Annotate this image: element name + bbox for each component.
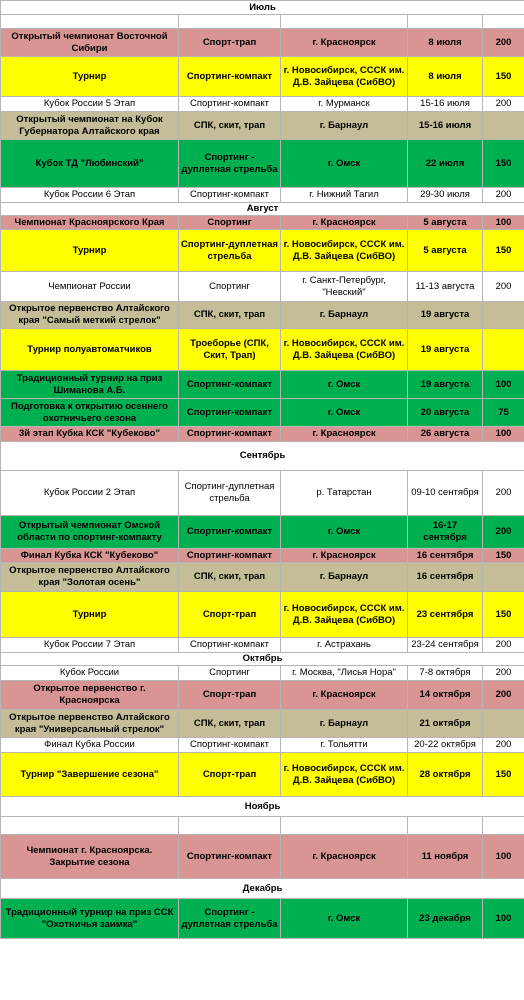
spacer-cell	[179, 817, 281, 835]
location-cell: г. Мурманск	[281, 97, 408, 112]
event-row	[1, 302, 524, 329]
event-row	[1, 29, 524, 57]
event-row	[1, 112, 524, 140]
spacer-cell	[179, 15, 281, 29]
event-name-cell: Традиционный турнир на приз ССК "Охотничья заимка"	[1, 899, 179, 939]
event-name-cell: Открытый чемпионат на Кубок Губернатора Алтайского края	[1, 112, 179, 140]
date-cell: 14 октября	[408, 681, 483, 710]
month-header: Август	[1, 203, 524, 216]
location-cell: г. Москва, "Лисья Нора"	[281, 666, 408, 681]
discipline-cell: Троеборье (СПК, Скит, Трап)	[179, 329, 281, 371]
location-cell: г. Омск	[281, 516, 408, 549]
event-row	[1, 188, 524, 203]
discipline-cell: Спортинг-компакт	[179, 738, 281, 753]
targets-cell: 150	[483, 230, 524, 272]
event-row	[1, 230, 524, 272]
location-cell: г. Красноярск	[281, 29, 408, 57]
location-cell: г. Барнаул	[281, 112, 408, 140]
targets-cell	[483, 563, 524, 592]
event-name-cell: Турнир полуавтоматчиков	[1, 329, 179, 371]
event-row	[1, 681, 524, 710]
targets-cell: 100	[483, 427, 524, 442]
date-cell: 09-10 сентября	[408, 471, 483, 516]
location-cell: г. Омск	[281, 371, 408, 399]
spacer-row	[1, 817, 524, 835]
date-cell: 11-13 августа	[408, 272, 483, 302]
event-name-cell: Подготовка к открытию осеннего охотничьего сезона	[1, 399, 179, 427]
event-name-cell: 3й этап Кубка КСК "Кубеково"	[1, 427, 179, 442]
event-name-cell: Финал Кубка России	[1, 738, 179, 753]
date-cell: 8 июля	[408, 29, 483, 57]
location-cell: г. Новосибирск, СССК им. Д.В. Зайцева (СибВО)	[281, 753, 408, 797]
spacer-cell	[483, 15, 524, 29]
date-cell: 16 сентября	[408, 549, 483, 563]
targets-cell: 200	[483, 681, 524, 710]
discipline-cell: СПК, скит, трап	[179, 302, 281, 329]
event-row	[1, 427, 524, 442]
date-cell: 11 ноября	[408, 835, 483, 879]
event-row	[1, 329, 524, 371]
month-header-row	[1, 797, 524, 817]
event-name-cell: Кубок России 7 Этап	[1, 638, 179, 653]
event-name-cell: Турнир	[1, 592, 179, 638]
location-cell: г. Красноярск	[281, 681, 408, 710]
location-cell: г. Санкт-Петербург, "Невский"	[281, 272, 408, 302]
discipline-cell: Спортинг-компакт	[179, 638, 281, 653]
location-cell: г. Новосибирск, СССК им. Д.В. Зайцева (СибВО)	[281, 329, 408, 371]
event-row	[1, 638, 524, 653]
event-name-cell: Открытое первенство г. Красноярска	[1, 681, 179, 710]
targets-cell: 200	[483, 666, 524, 681]
targets-cell: 200	[483, 97, 524, 112]
event-row	[1, 97, 524, 112]
event-name-cell: Чемпионат России	[1, 272, 179, 302]
date-cell: 7-8 октября	[408, 666, 483, 681]
discipline-cell: Спортинг	[179, 666, 281, 681]
event-row	[1, 738, 524, 753]
location-cell: г. Омск	[281, 899, 408, 939]
schedule-body	[1, 1, 524, 939]
discipline-cell: Спортинг-компакт	[179, 371, 281, 399]
discipline-cell: Спортинг-компакт	[179, 97, 281, 112]
spacer-cell	[281, 15, 408, 29]
date-cell: 23-24 сентября	[408, 638, 483, 653]
event-name-cell: Кубок ТД "Любинский"	[1, 140, 179, 188]
discipline-cell: Спортинг-дуплетная стрельба	[179, 230, 281, 272]
discipline-cell: СПК, скит, трап	[179, 112, 281, 140]
discipline-cell: Спорт-трап	[179, 592, 281, 638]
location-cell: г. Новосибирск, СССК им. Д.В. Зайцева (СибВО)	[281, 57, 408, 97]
targets-cell: 200	[483, 638, 524, 653]
location-cell: г. Красноярск	[281, 216, 408, 230]
event-name-cell: Турнир "Завершение сезона"	[1, 753, 179, 797]
month-header-row	[1, 653, 524, 666]
month-header-row	[1, 879, 524, 899]
month-header-row	[1, 203, 524, 216]
date-cell: 16-17 сентября	[408, 516, 483, 549]
location-cell: г. Барнаул	[281, 710, 408, 738]
discipline-cell: Спортинг	[179, 216, 281, 230]
date-cell: 5 августа	[408, 230, 483, 272]
discipline-cell: Спорт-трап	[179, 681, 281, 710]
discipline-cell: Спортинг-компакт	[179, 516, 281, 549]
event-name-cell: Турнир	[1, 57, 179, 97]
discipline-cell: Спортинг-компакт	[179, 399, 281, 427]
date-cell: 15-16 июля	[408, 97, 483, 112]
location-cell: г. Красноярск	[281, 549, 408, 563]
targets-cell	[483, 710, 524, 738]
event-row	[1, 57, 524, 97]
event-row	[1, 399, 524, 427]
spacer-cell	[281, 817, 408, 835]
spacer-cell	[408, 15, 483, 29]
targets-cell: 75	[483, 399, 524, 427]
targets-cell: 200	[483, 516, 524, 549]
event-row	[1, 563, 524, 592]
targets-cell: 200	[483, 471, 524, 516]
discipline-cell: Спортинг	[179, 272, 281, 302]
targets-cell: 200	[483, 738, 524, 753]
targets-cell: 200	[483, 272, 524, 302]
location-cell: г. Барнаул	[281, 302, 408, 329]
targets-cell: 150	[483, 549, 524, 563]
event-name-cell: Открытое первенство Алтайского края "Универсальный стрелок"	[1, 710, 179, 738]
event-name-cell: Открытый чемпионат Омской области по спортинг-компакту	[1, 516, 179, 549]
targets-cell	[483, 329, 524, 371]
location-cell: г. Тольятти	[281, 738, 408, 753]
event-row	[1, 592, 524, 638]
event-row	[1, 666, 524, 681]
location-cell: г. Астрахань	[281, 638, 408, 653]
location-cell: г. Красноярск	[281, 427, 408, 442]
month-header: Октябрь	[1, 653, 524, 666]
spacer-cell	[483, 817, 524, 835]
event-row	[1, 549, 524, 563]
event-name-cell: Кубок России	[1, 666, 179, 681]
date-cell: 21 октября	[408, 710, 483, 738]
discipline-cell: СПК, скит, трап	[179, 710, 281, 738]
location-cell: г. Новосибирск, СССК им. Д.В. Зайцева (СибВО)	[281, 230, 408, 272]
event-row	[1, 835, 524, 879]
discipline-cell: Спортинг - дуплетная стрельба	[179, 140, 281, 188]
event-row	[1, 753, 524, 797]
event-name-cell: Чемпионат Красноярского Края	[1, 216, 179, 230]
event-row	[1, 272, 524, 302]
date-cell: 5 августа	[408, 216, 483, 230]
month-header-row	[1, 1, 524, 15]
targets-cell: 200	[483, 188, 524, 203]
targets-cell: 200	[483, 29, 524, 57]
date-cell: 16 сентября	[408, 563, 483, 592]
targets-cell: 150	[483, 592, 524, 638]
date-cell: 29-30 июля	[408, 188, 483, 203]
discipline-cell: Спортинг-компакт	[179, 549, 281, 563]
targets-cell: 150	[483, 140, 524, 188]
event-row	[1, 710, 524, 738]
month-header: Ноябрь	[1, 797, 524, 817]
event-row	[1, 899, 524, 939]
discipline-cell: Спортинг-компакт	[179, 57, 281, 97]
event-row	[1, 471, 524, 516]
targets-cell	[483, 302, 524, 329]
month-header: Июль	[1, 1, 524, 15]
event-name-cell: Чемпионат г. Красноярска. Закрытие сезона	[1, 835, 179, 879]
location-cell: г. Омск	[281, 399, 408, 427]
location-cell: г. Новосибирск, СССК им. Д.В. Зайцева (СибВО)	[281, 592, 408, 638]
date-cell: 19 августа	[408, 371, 483, 399]
spacer-cell	[1, 15, 179, 29]
targets-cell: 150	[483, 57, 524, 97]
discipline-cell: Спортинг-дуплетная стрельба	[179, 471, 281, 516]
targets-cell: 100	[483, 899, 524, 939]
spacer-cell	[408, 817, 483, 835]
date-cell: 23 декабря	[408, 899, 483, 939]
targets-cell: 100	[483, 371, 524, 399]
date-cell: 26 августа	[408, 427, 483, 442]
discipline-cell: Спортинг-компакт	[179, 427, 281, 442]
event-row	[1, 140, 524, 188]
date-cell: 28 октября	[408, 753, 483, 797]
spacer-cell	[1, 817, 179, 835]
discipline-cell: Спорт-трап	[179, 29, 281, 57]
date-cell: 20 августа	[408, 399, 483, 427]
event-name-cell: Открытое первенство Алтайского края "Самый меткий стрелок"	[1, 302, 179, 329]
date-cell: 20-22 октября	[408, 738, 483, 753]
event-name-cell: Открытое первенство Алтайского края "Золотая осень"	[1, 563, 179, 592]
discipline-cell: Спортинг-компакт	[179, 835, 281, 879]
discipline-cell: Спорт-трап	[179, 753, 281, 797]
event-name-cell: Открытый чемпионат Восточной Сибири	[1, 29, 179, 57]
event-row	[1, 216, 524, 230]
event-name-cell: Кубок России 5 Этап	[1, 97, 179, 112]
event-name-cell: Кубок России 6 Этап	[1, 188, 179, 203]
month-header: Сентябрь	[1, 442, 524, 471]
spacer-row	[1, 15, 524, 29]
date-cell: 19 августа	[408, 329, 483, 371]
location-cell: р. Татарстан	[281, 471, 408, 516]
discipline-cell: СПК, скит, трап	[179, 563, 281, 592]
event-name-cell: Турнир	[1, 230, 179, 272]
location-cell: г. Омск	[281, 140, 408, 188]
event-name-cell: Финал Кубка КСК "Кубеково"	[1, 549, 179, 563]
location-cell: г. Барнаул	[281, 563, 408, 592]
targets-cell	[483, 112, 524, 140]
location-cell: г. Красноярск	[281, 835, 408, 879]
date-cell: 22 июля	[408, 140, 483, 188]
event-name-cell: Кубок России 2 Этап	[1, 471, 179, 516]
date-cell: 15-16 июля	[408, 112, 483, 140]
discipline-cell: Спортинг - дуплетная стрельба	[179, 899, 281, 939]
event-name-cell: Традиционный турнир на приз Шиманова А.Б.	[1, 371, 179, 399]
location-cell: г. Нижний Тагил	[281, 188, 408, 203]
event-row	[1, 371, 524, 399]
date-cell: 8 июля	[408, 57, 483, 97]
targets-cell: 100	[483, 835, 524, 879]
date-cell: 23 сентября	[408, 592, 483, 638]
date-cell: 19 августа	[408, 302, 483, 329]
month-header: Декабрь	[1, 879, 524, 899]
targets-cell: 100	[483, 216, 524, 230]
discipline-cell: Спортинг-компакт	[179, 188, 281, 203]
event-row	[1, 516, 524, 549]
month-header-row	[1, 442, 524, 471]
targets-cell: 150	[483, 753, 524, 797]
